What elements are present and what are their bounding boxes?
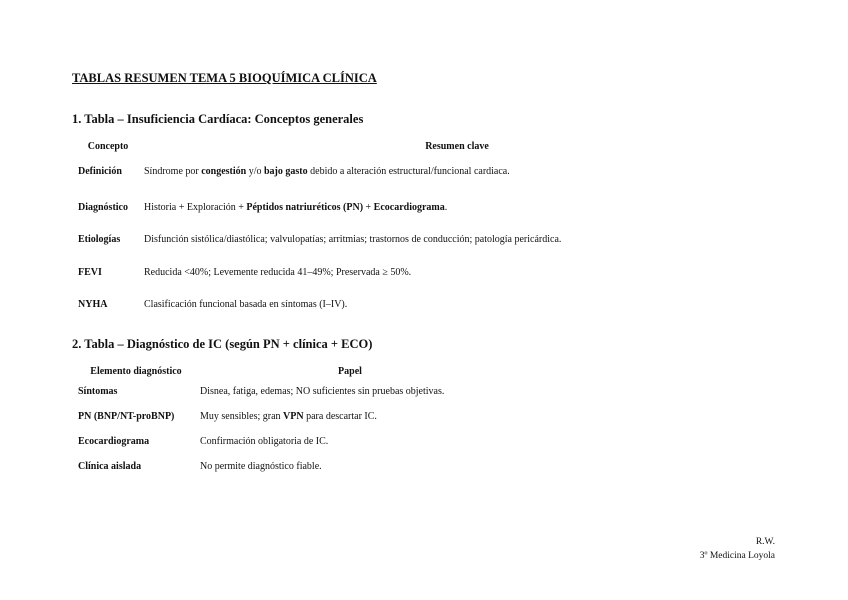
column-header-resumen-clave: Resumen clave <box>425 140 489 152</box>
document-title: TABLAS RESUMEN TEMA 5 BIOQUÍMICA CLÍNICA <box>72 71 377 85</box>
text-segment: Síndrome por <box>144 165 202 177</box>
text-segment: . <box>444 201 448 213</box>
row-value <box>144 154 770 188</box>
row-value <box>144 188 770 226</box>
row-value <box>200 379 500 404</box>
row-value <box>144 252 770 292</box>
text-segment: Historia + Exploración + <box>144 201 247 213</box>
row-key: PN (BNP/NT-proBNP) <box>78 411 175 422</box>
row-key: Clínica aislada <box>78 461 142 472</box>
table-row <box>72 292 770 316</box>
diagnosis-table <box>72 363 500 479</box>
emphasized-text: congestión <box>201 165 247 177</box>
emphasized-text: bajo gasto <box>264 165 308 177</box>
row-key: NYHA <box>78 298 108 310</box>
column-header-concepto: Concepto <box>87 140 129 152</box>
row-value <box>200 404 500 429</box>
text-segment: Disfunción sistólica/diastólica; valvulopatías; arritmias; trastornos de conducción; patología pericárdica. <box>144 233 562 245</box>
table-row <box>72 252 770 292</box>
signature-initials: R.W. <box>755 537 775 547</box>
row-value <box>200 429 500 454</box>
table-row <box>72 429 500 454</box>
text-segment: y/o <box>246 165 264 177</box>
text-segment: debido a alteración estructural/funcional cardiaca. <box>307 165 510 177</box>
table-header-row <box>72 138 770 154</box>
emphasized-text: VPN <box>283 411 304 422</box>
text-segment: para descartar IC. <box>303 411 377 422</box>
emphasized-text: Péptidos natriuréticos (PN) <box>246 201 364 213</box>
section-1-heading: 1. Tabla – Insuficiencia Cardíaca: Conceptos generales <box>72 112 364 126</box>
column-header-papel: Papel <box>338 365 362 377</box>
text-segment: + <box>363 201 374 213</box>
column-header-elemento-diagnostico: Elemento diagnóstico <box>90 365 182 377</box>
signature-affiliation: 3º Medicina Loyola <box>699 551 775 561</box>
table-row <box>72 454 500 479</box>
row-key: Diagnóstico <box>78 201 128 213</box>
row-key: Ecocardiograma <box>78 436 150 447</box>
section-2-heading: 2. Tabla – Diagnóstico de IC (según PN + clínica + ECO) <box>72 337 373 351</box>
table-row <box>72 188 770 226</box>
table-header-row <box>72 363 500 379</box>
text-segment: Disnea, fatiga, edemas; NO suficientes sin pruebas objetivas. <box>200 386 445 397</box>
concepts-table <box>72 138 770 316</box>
row-value <box>144 226 770 252</box>
text-segment: Clasificación funcional basada en síntomas (I–IV). <box>144 298 348 310</box>
row-key: Síntomas <box>78 386 118 397</box>
table-row <box>72 226 770 252</box>
row-key: Etiologías <box>78 233 121 245</box>
table-row <box>72 154 770 188</box>
text-segment: Muy sensibles; gran <box>200 411 284 422</box>
row-key: Definición <box>78 165 122 177</box>
row-value <box>144 292 770 316</box>
row-key: FEVI <box>78 266 102 278</box>
row-value <box>200 454 500 479</box>
text-segment: Reducida <40%; Levemente reducida 41–49%; Preservada ≥ 50%. <box>144 266 412 278</box>
text-segment: Confirmación obligatoria de IC. <box>200 436 329 447</box>
text-segment: No permite diagnóstico fiable. <box>200 461 322 472</box>
emphasized-text: Ecocardiograma <box>373 201 445 213</box>
table-row <box>72 379 500 404</box>
table-row <box>72 404 500 429</box>
